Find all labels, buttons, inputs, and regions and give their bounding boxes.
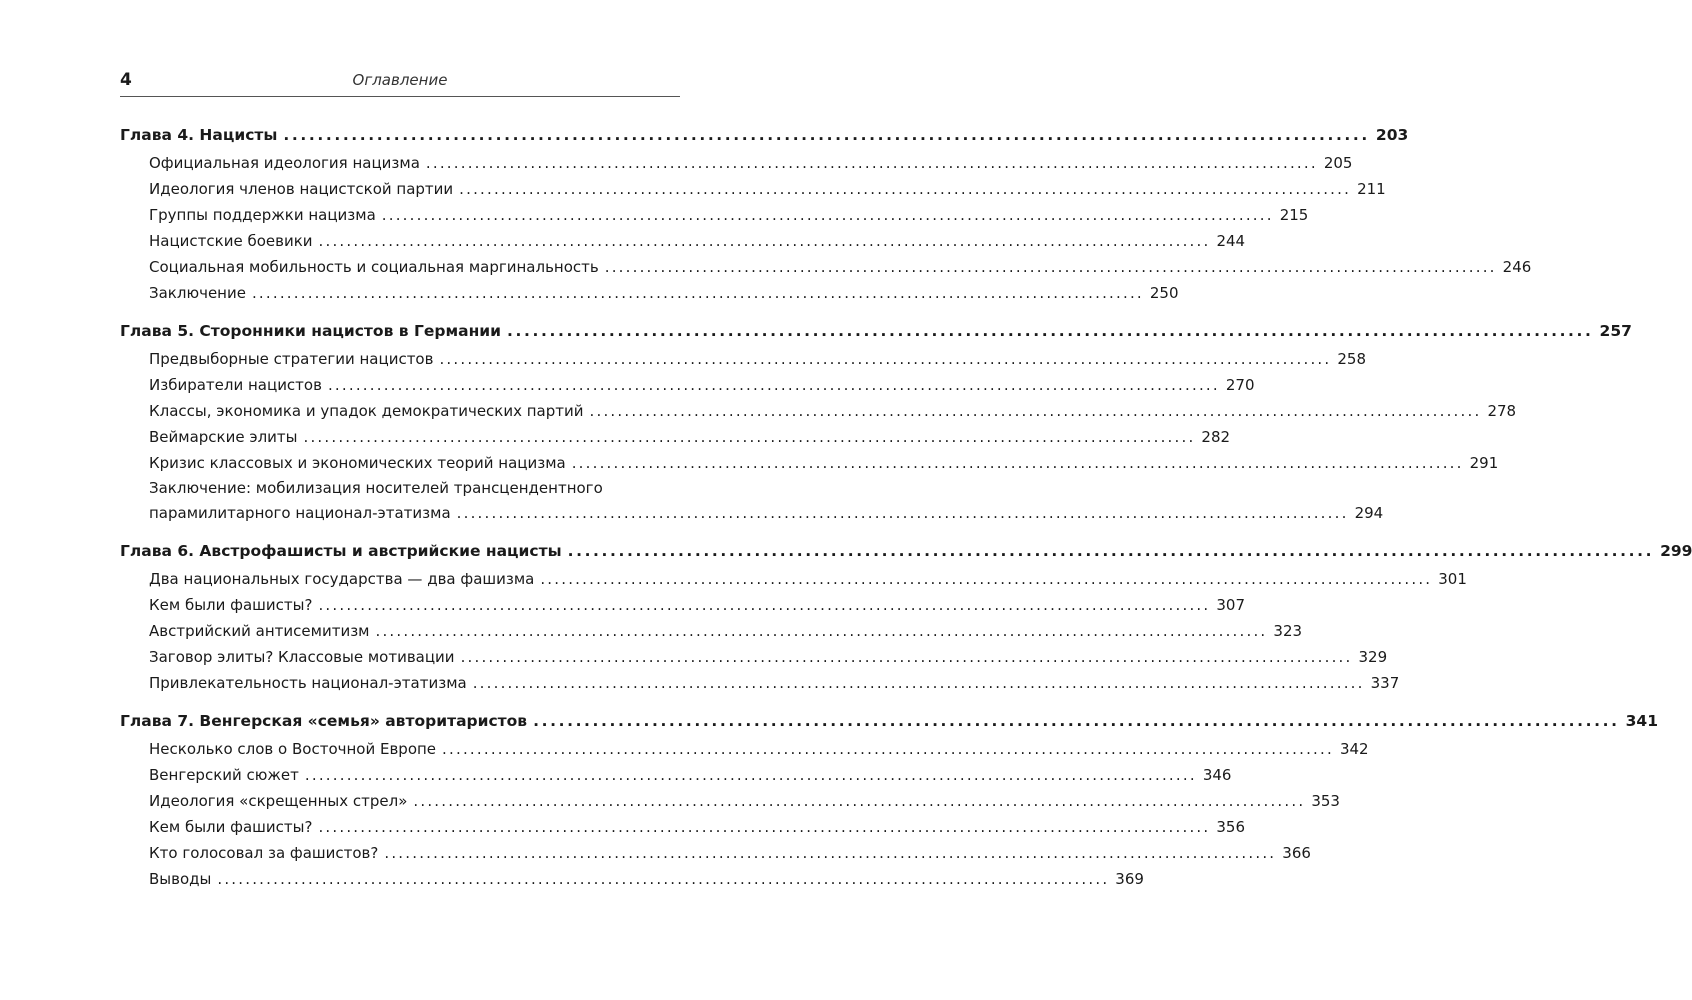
dot-leader: ................................................................................................................................: [413, 792, 1306, 810]
entry-line2: [149, 500, 1384, 526]
entry-page: 323: [1273, 622, 1303, 640]
chapter-7: [120, 708, 1658, 892]
dot-leader: ................................................................................................................................: [604, 258, 1497, 276]
toc-entry[interactable]: [120, 150, 1353, 176]
chapter-title: Глава 7. Венгерская «семья» авторитаристов: [120, 712, 528, 730]
toc-entry[interactable]: [120, 202, 1309, 228]
entry-page: 301: [1438, 570, 1467, 588]
chapter-page: 257: [1599, 322, 1632, 340]
entry-page: 337: [1370, 674, 1400, 692]
entry-title-line1: Заключение: мобилизация носителей трансцендентного: [149, 479, 603, 497]
chapter-6: [120, 538, 1692, 696]
entry-title-line2: парамилитарного национал-этатизма: [149, 504, 451, 522]
page-number: 4: [120, 70, 132, 90]
entry-page: 244: [1216, 232, 1246, 250]
entry-page: 278: [1487, 402, 1517, 420]
dot-leader: ................................................................................................................................: [381, 206, 1274, 224]
toc-entry[interactable]: [120, 372, 1255, 398]
entry-page: 356: [1216, 818, 1246, 836]
entry-title: Кем были фашисты?: [149, 818, 313, 836]
chapter-page: 341: [1625, 712, 1658, 730]
entry-page: 250: [1149, 284, 1179, 302]
entry-title: Предвыборные стратегии нацистов: [149, 350, 434, 368]
toc-entry[interactable]: [120, 566, 1467, 592]
running-head: Оглавление: [352, 71, 448, 89]
dot-leader: ................................................................................................................................: [327, 376, 1220, 394]
entry-page: 291: [1469, 454, 1499, 472]
dot-leader: ................................................................................................................................: [459, 180, 1352, 198]
entry-page: 346: [1202, 766, 1232, 784]
entry-page: 342: [1339, 740, 1369, 758]
dot-leader: ................................................................................................................................: [303, 428, 1196, 446]
toc-entry[interactable]: [120, 736, 1369, 762]
chapter-title: Глава 6. Австрофашисты и австрийские нацисты: [120, 542, 562, 560]
entry-title: Кризис классовых и экономических теорий нацизма: [149, 454, 566, 472]
chapter-title: Глава 5. Сторонники нацистов в Германии: [120, 322, 502, 340]
entry-title: Заговор элиты? Классовые мотивации: [149, 648, 455, 666]
entry-page: 258: [1337, 350, 1367, 368]
entry-page: 282: [1201, 428, 1231, 446]
table-of-contents: [120, 122, 1692, 904]
page-header: [120, 70, 680, 97]
chapter-page: 203: [1375, 126, 1409, 144]
entry-title: Идеология «скрещенных стрел»: [149, 792, 408, 810]
entry-title: Два национальных государства — два фашизма: [149, 570, 535, 588]
entry-title: Избиратели нацистов: [149, 376, 322, 394]
entry-page: 215: [1279, 206, 1309, 224]
entry-page: 369: [1115, 870, 1144, 888]
toc-entry[interactable]: [120, 346, 1367, 372]
toc-entry[interactable]: [120, 254, 1532, 280]
dot-leader: ................................................................................................................................: [375, 622, 1268, 640]
entry-title: Несколько слов о Восточной Европе: [149, 740, 437, 758]
entry-title: Кем были фашисты?: [149, 596, 313, 614]
entry-page: 270: [1225, 376, 1255, 394]
toc-entry[interactable]: [120, 228, 1246, 254]
entry-title: Нацистские боевики: [149, 232, 313, 250]
toc-entry[interactable]: [120, 398, 1517, 424]
toc-entry[interactable]: [120, 450, 1499, 476]
toc-entry[interactable]: [120, 644, 1388, 670]
toc-entry[interactable]: [120, 866, 1144, 892]
dot-leader: ................................................................................................................................: [589, 402, 1482, 420]
entry-page: 246: [1502, 258, 1532, 276]
dot-leader: ................................................................................................................................: [533, 712, 1620, 730]
chapter-4: [120, 122, 1532, 306]
entry-title: Привлекательность национал-этатизма: [149, 674, 467, 692]
toc-entry-multiline[interactable]: [120, 476, 1384, 526]
dot-leader: ................................................................................................................................: [384, 844, 1277, 862]
chapter-title: Глава 4. Нацисты: [120, 126, 278, 144]
entry-title: Группы поддержки нацизма: [149, 206, 376, 224]
entry-title: Классы, экономика и упадок демократических партий: [149, 402, 584, 420]
toc-entry[interactable]: [120, 762, 1232, 788]
dot-leader: ................................................................................................................................: [540, 570, 1433, 588]
dot-leader: ................................................................................................................................: [460, 648, 1353, 666]
dot-leader: ................................................................................................................................: [251, 284, 1144, 302]
dot-leader: ................................................................................................................................: [442, 740, 1334, 758]
entry-title: Веймарские элиты: [149, 428, 298, 446]
toc-entry[interactable]: [120, 814, 1246, 840]
entry-page: 366: [1282, 844, 1311, 862]
entry-title: Социальная мобильность и социальная маргинальность: [149, 258, 599, 276]
toc-entry[interactable]: [120, 280, 1179, 306]
dot-leader: ................................................................................................................................: [507, 322, 1594, 340]
toc-entry[interactable]: [120, 788, 1340, 814]
dot-leader: ................................................................................................................................: [217, 870, 1110, 888]
chapter-page: 299: [1660, 542, 1692, 560]
entry-page: 294: [1354, 504, 1384, 522]
entry-title: Кто голосовал за фашистов?: [149, 844, 379, 862]
chapter-heading[interactable]: [120, 122, 1409, 148]
chapter-heading[interactable]: [120, 538, 1692, 564]
toc-entry[interactable]: [120, 618, 1303, 644]
entry-page: 205: [1323, 154, 1353, 172]
dot-leader: ................................................................................................................................: [318, 596, 1211, 614]
entry-page: 353: [1311, 792, 1340, 810]
dot-leader: ................................................................................................................................: [456, 504, 1349, 522]
dot-leader: ................................................................................................................................: [283, 126, 1370, 144]
dot-leader: ................................................................................................................................: [472, 674, 1365, 692]
toc-entry[interactable]: [120, 592, 1246, 618]
entry-title: Заключение: [149, 284, 246, 302]
toc-entry[interactable]: [120, 176, 1386, 202]
toc-entry[interactable]: [120, 424, 1231, 450]
chapter-heading[interactable]: [120, 708, 1658, 734]
dot-leader: ................................................................................................................................: [425, 154, 1318, 172]
entry-title: Идеология членов нацистской партии: [149, 180, 454, 198]
entry-page: 307: [1216, 596, 1246, 614]
dot-leader: ................................................................................................................................: [318, 232, 1211, 250]
entry-title: Венгерский сюжет: [149, 766, 299, 784]
dot-leader: ................................................................................................................................: [439, 350, 1332, 368]
dot-leader: ................................................................................................................................: [318, 818, 1211, 836]
entry-title: Австрийский антисемитизм: [149, 622, 370, 640]
entry-page: 329: [1358, 648, 1388, 666]
toc-entry[interactable]: [120, 840, 1311, 866]
dot-leader: ................................................................................................................................: [567, 542, 1655, 560]
dot-leader: ................................................................................................................................: [304, 766, 1197, 784]
chapter-5: [120, 318, 1632, 526]
entry-title: Выводы: [149, 870, 212, 888]
entry-page: 211: [1357, 180, 1386, 198]
entry-title: Официальная идеология нацизма: [149, 154, 420, 172]
dot-leader: ................................................................................................................................: [571, 454, 1464, 472]
chapter-heading[interactable]: [120, 318, 1632, 344]
toc-entry[interactable]: [120, 670, 1400, 696]
